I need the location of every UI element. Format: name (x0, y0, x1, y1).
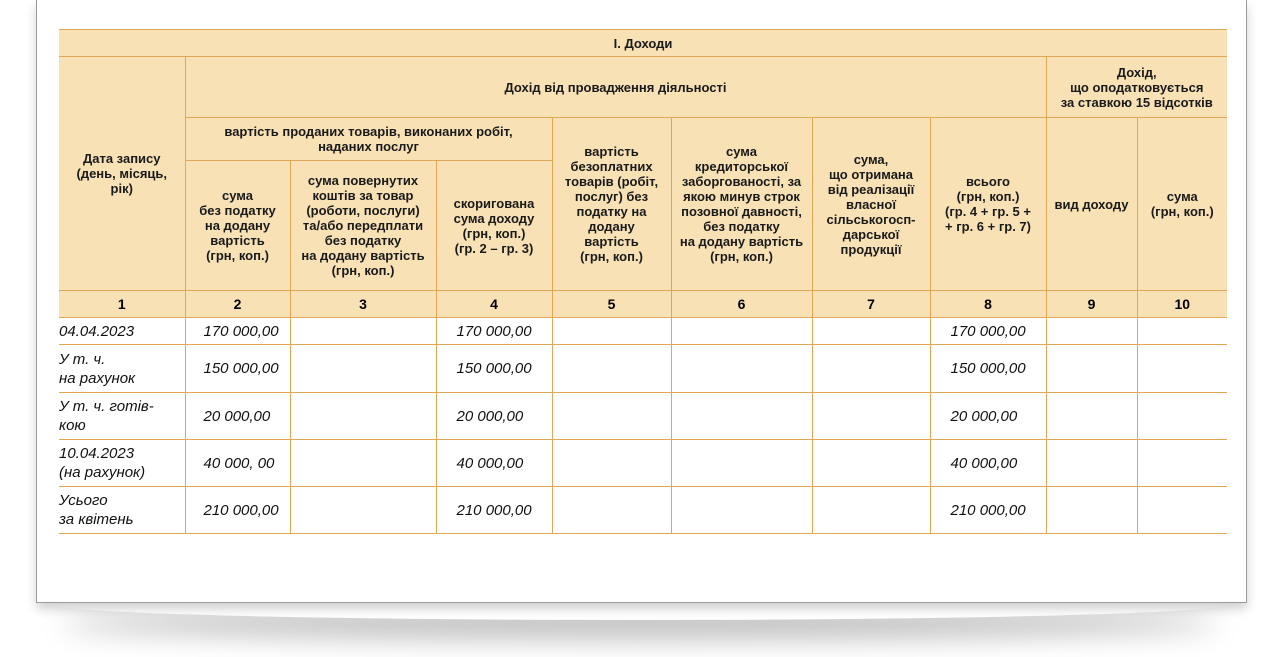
header-col-6: сума кредиторської заборгованості, за якою минув строк позовної давності, без податку на додану вартість (грн, коп.) (671, 118, 812, 291)
header-col-5: вартість безоплатних товарів (робіт, послуг) без податку на додану вартість (грн, коп.) (552, 118, 671, 291)
cell-amount-no-vat: 40 000, 00 (185, 440, 290, 487)
header-col-2: сума без податку на додану вартість (грн, коп.) (185, 161, 290, 291)
header-row-2 (59, 118, 1227, 161)
cell-total: 210 000,00 (930, 487, 1046, 534)
cell-payables (671, 318, 812, 345)
header-col-4: скоригована сума доходу (грн, коп.) (гр. 2 – гр. 3) (436, 161, 552, 291)
cell-free-goods (552, 487, 671, 534)
cell-total: 40 000,00 (930, 440, 1046, 487)
header-col-10: сума (грн, коп.) (1137, 118, 1227, 291)
cell-returned-amount (290, 487, 436, 534)
column-number: 1 (59, 291, 185, 318)
table-row (59, 318, 1227, 345)
header-col-8: всього (грн, коп.) (гр. 4 + гр. 5 + + гр. 6 + гр. 7) (930, 118, 1046, 291)
cell-income-type (1046, 318, 1137, 345)
column-numbers-row (59, 291, 1227, 318)
cell-agri-sales (812, 487, 930, 534)
cell-payables (671, 487, 812, 534)
cell-free-goods (552, 318, 671, 345)
cell-agri-sales (812, 345, 930, 393)
cell-amount-15 (1137, 318, 1227, 345)
cell-date: 04.04.2023 (59, 318, 185, 345)
cell-amount-15 (1137, 487, 1227, 534)
cell-date: 10.04.2023 (на рахунок) (59, 440, 185, 487)
cell-adjusted-income: 150 000,00 (436, 345, 552, 393)
column-number: 7 (812, 291, 930, 318)
cell-amount-no-vat: 170 000,00 (185, 318, 290, 345)
cell-payables (671, 345, 812, 393)
cell-adjusted-income: 40 000,00 (436, 440, 552, 487)
cell-agri-sales (812, 318, 930, 345)
table-row (59, 393, 1227, 440)
cell-amount-no-vat: 210 000,00 (185, 487, 290, 534)
column-number: 2 (185, 291, 290, 318)
cell-income-type (1046, 487, 1137, 534)
header-row-1 (59, 57, 1227, 118)
cell-income-type (1046, 393, 1137, 440)
header-col-9: вид доходу (1046, 118, 1137, 291)
cell-payables (671, 393, 812, 440)
column-number: 6 (671, 291, 812, 318)
cell-payables (671, 440, 812, 487)
cell-returned-amount (290, 440, 436, 487)
cell-total: 150 000,00 (930, 345, 1046, 393)
header-income-15-percent: Дохід, що оподатковується за ставкою 15 відсотків (1046, 57, 1227, 118)
cell-adjusted-income: 20 000,00 (436, 393, 552, 440)
table-row (59, 345, 1227, 393)
section-title: I. Доходи (59, 30, 1227, 57)
cell-income-type (1046, 345, 1137, 393)
income-ledger-table (59, 29, 1227, 534)
column-number: 5 (552, 291, 671, 318)
cell-returned-amount (290, 393, 436, 440)
header-col-1-date: Дата запису (день, місяць, рік) (59, 57, 185, 291)
cell-amount-15 (1137, 345, 1227, 393)
cell-date: Усього за квітень (59, 487, 185, 534)
cell-amount-no-vat: 20 000,00 (185, 393, 290, 440)
cell-agri-sales (812, 393, 930, 440)
cell-adjusted-income: 170 000,00 (436, 318, 552, 345)
header-income-activity: Дохід від провадження діяльності (185, 57, 1046, 118)
column-number: 4 (436, 291, 552, 318)
cell-total: 170 000,00 (930, 318, 1046, 345)
cell-amount-15 (1137, 440, 1227, 487)
table-row (59, 487, 1227, 534)
cell-free-goods (552, 345, 671, 393)
cell-free-goods (552, 440, 671, 487)
column-number: 10 (1137, 291, 1227, 318)
column-number: 9 (1046, 291, 1137, 318)
cell-free-goods (552, 393, 671, 440)
header-goods-group: вартість проданих товарів, виконаних робіт, наданих послуг (185, 118, 552, 161)
cell-date: У т. ч. на рахунок (59, 345, 185, 393)
section-title-row (59, 30, 1227, 57)
cell-returned-amount (290, 318, 436, 345)
table-row (59, 440, 1227, 487)
column-number: 3 (290, 291, 436, 318)
header-col-3: сума повернутих коштів за товар (роботи, послуги) та/або передплати без податку на додану вартість (грн, коп.) (290, 161, 436, 291)
cell-agri-sales (812, 440, 930, 487)
cell-amount-no-vat: 150 000,00 (185, 345, 290, 393)
cell-returned-amount (290, 345, 436, 393)
cell-date: У т. ч. готів- кою (59, 393, 185, 440)
cell-adjusted-income: 210 000,00 (436, 487, 552, 534)
cell-total: 20 000,00 (930, 393, 1046, 440)
cell-amount-15 (1137, 393, 1227, 440)
cell-income-type (1046, 440, 1137, 487)
column-number: 8 (930, 291, 1046, 318)
header-col-7: сума, що отримана від реалізації власної сільськогосп- дарської продукції (812, 118, 930, 291)
